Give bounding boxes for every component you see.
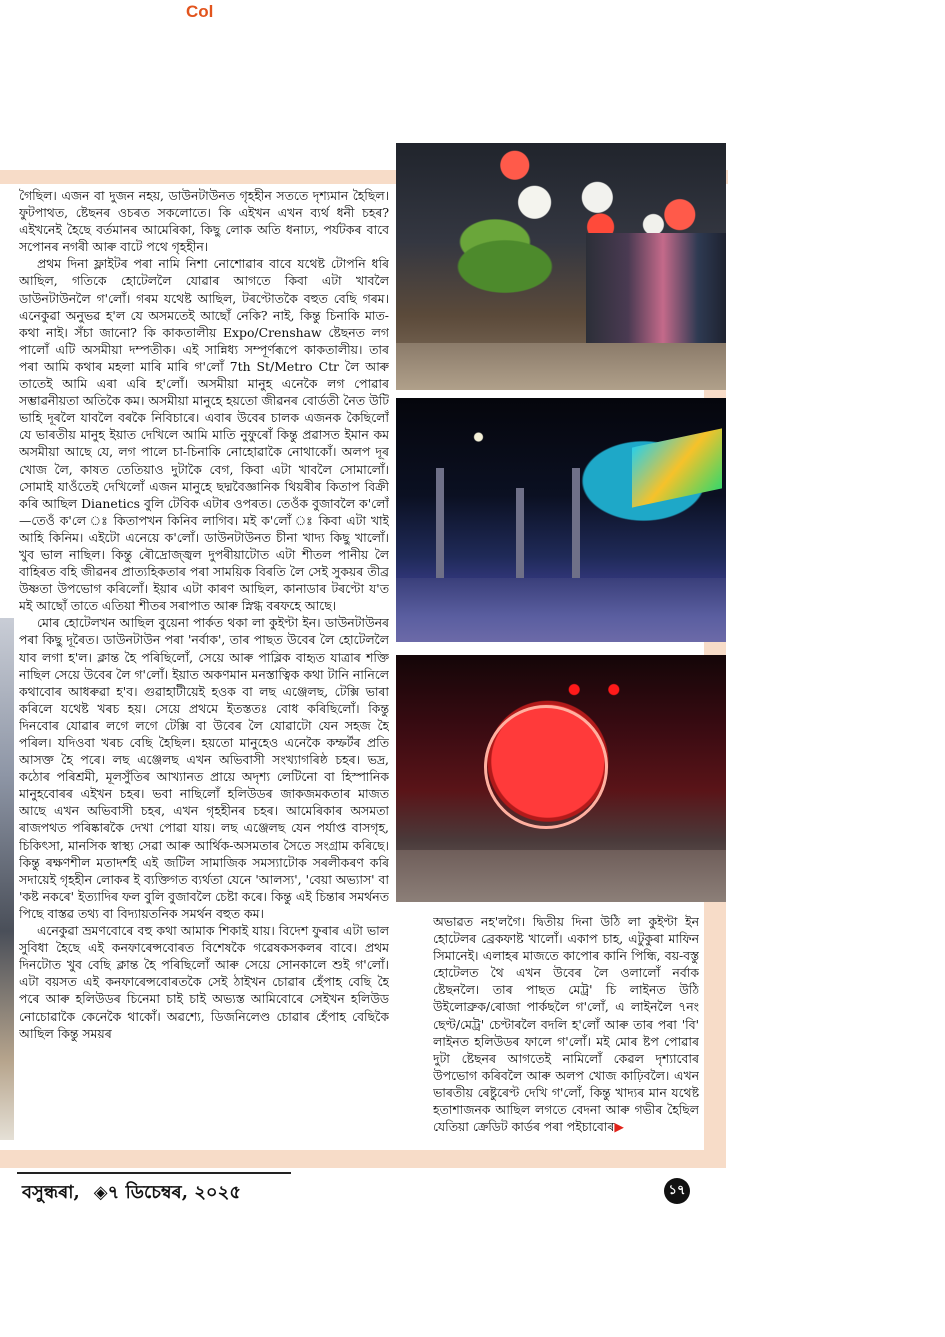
photo-universal-globe	[396, 655, 726, 902]
article-paragraph: গৈছিল। এজন বা দুজন নহয়, ডাউনটাউনত গৃহহীন সততে দৃশ্যমান হৈছিল। ফুটপাথত, ষ্টেছনৰ ওচৰত সকলোতে। কি এইখন এখন ব্যৰ্থ ধনী চহৰ? এইখনেই হৈছে বৰ্তমানৰ আমেৰিকা, কিছু লোক অতি ধনাঢ্য, পৰ্যটকৰ বাবে সপোনৰ নগৰী আৰু বাটে পথে গৃহহীন।	[19, 188, 389, 255]
photo-crowd-walk	[396, 850, 726, 902]
photo-walkway	[396, 343, 726, 390]
article-paragraph: মোৰ হোটেলখন আছিল বুয়েনা পাৰ্কত থকা লা কুইণ্টা ইন। ডাউনটাউনৰ পৰা কিছু দূৰৈত। ডাউনটাউন পৰা 'নৰ্বাক', তাৰ পাছত উবেৰ লৈ হোটেললৈ যাব লগা হ'ল। ক্লান্ত হৈ পৰিছিলোঁ, সেয়ে আৰু পাব্লিক বাহৃত যাত্ৰাৰ শক্তি নাছিল সেয়ে উবেৰ লৈ গ'লোঁ। ইয়াত অকণমান মনস্তাত্বিক কথা টানি নানিলে কথাবোৰ আধৰুৱা হ'ব। গুৱাহাটীয়েই হওক বা লছ এঞ্জেলছ, টেক্সি ভাৰা কৰিলে যথেষ্ট খৰচ হয়। সেয়ে প্ৰথমে ইতস্ততঃ বোধ কৰিছিলোঁ। কিন্তু দিনবোৰ যোৱাৰ লগে লগে টেক্সি বা উবেৰ লৈ যোৱাটো যেন সহজ হৈ পৰিল। যদিওবা খৰচ বেছি হৈছিল। হয়তো মানুহেও এনেকৈ কম্ফৰ্টৰ প্ৰতি আসক্ত হৈ পৰে। লছ এঞ্জেলছ এখন অভিবাসী সংখ্যাগৰিষ্ঠ চহৰ। ভদ্ৰ, কঠোৰ পৰিশ্ৰমী, মূলসুঁতিৰ আখ্যানত প্ৰায়ে অদৃশ্য লেটিনো বা হিস্পানিক মানুহবোৰৰ এইখন চহৰ। ভবা নাছিলোঁ হলিউডৰ জাকজমকতাৰ মাজত আছে এখন অভিবাসী চহৰ, এখন গৃহহীনৰ চহৰ। আমেৰিকাৰ অসমতা ৰাজপথত পৰিষ্কাৰকৈ দেখা পোৱা যায়। লছ এঞ্জেলছ যেন পৰ্যাপ্ত বাসগৃহ, চিকিৎসা, মানসিক স্বাস্থ্য সেৱা আৰু আৰ্থিক-অসমতাৰ সৈতে সংগ্ৰাম কৰিছে। কিন্তু ৰক্ষণশীল মতাদৰ্শই এই জটিল সামাজিক সমস্যাটোক সৰলীকৰণ কৰি সদায়েই গৃহহীন লোকৰ ই ব্যক্তিগত ব্যৰ্থতা যেনে 'আলস্য', 'বেয়া অভ্যাস' বা 'কষ্ট নকৰে' ইত্যাদিৰ ফল বুলি বুজাবলৈ চেষ্টা কৰে। কিন্তু এই চিন্তাৰ সমৰ্থনত পিছে বাস্তৱ তথ্য বা বিদ্যায়তনিক সমৰ্থন বহুত কম।	[19, 615, 389, 921]
page-number: ১৭	[664, 1178, 690, 1204]
article-paragraph: প্ৰথম দিনা ফ্লাইটৰ পৰা নামি নিশা নোশোৱাৰ বাবে যথেষ্ট টোপনি ধৰি আছিল, গতিকে হোটেললৈ যোৱাৰ আগতে কিবা এটা খাবলৈ ডাউনটাউনলৈ গ'লোঁ। গৰম যথেষ্ট আছিল, টৰণ্টোতকৈ বহুত বেছি গৰম। এনেকুৱা অনুভৱ হ'ল যে অসমতেই আছোঁ নেকি? নাই, কিন্তু চিনাকি মাত-কথা নাই। সঁচা জানো? কি কাকতালীয় Expo/Crenshaw ষ্টেছনত লগ পালোঁ এটি অসমীয়া দম্পতীক। এই সান্নিধ্য সম্পূৰ্ণৰূপে কাকতালীয়। তাৰ পৰা আমি কথাৰ মহলা মাৰি মাৰি গ'লোঁ 7th St/Metro Ctr লৈ আৰু তাতেই আমি এৰা এৰি হ'লোঁ। অসমীয়া মানুহ এনেকৈ লগ পোৱাৰ সম্ভাৱনীয়তা অতিকৈ কম। অসমীয়া মানুহে হয়তো জীৱনৰ বোৰ্ডতী নৈত উটি ভাহি দূৰলৈ যাবলৈ বৰকৈ নিবিচাৰে। এবাৰ উবেৰ চালক এজনক কৈছিলোঁ যে ভাৰতীয় মানুহ ইয়াত দেখিলে আমি মাতি নুফুৰোঁ কিন্তু প্ৰৱাসত ইমান কম অসমীয়া আছে যে, লগ পালে চা-চিনাকি নোহোৱাকৈ নোথাকোঁ। অলপ দূৰ খোজ লৈ, কাষত তেতিয়াও দুটাকৈ বেগ, কিবা এটা খাবলৈ সোমালোঁ। সোমাই যাওঁতেই দেখিলোঁ এজন মানুহে ছদ্মবৈজ্ঞানিক থিয়ৰীৰ কিতাপ বিক্ৰী কৰি আছিল Dianetics বুলি টেবিক এটাৰ ওপৰত। তেওঁক বুজাবলৈ ক'লোঁ—তেওঁ ক'লে ঃ কিতাপখন কিনিব লাগিব। মই ক'লোঁ ঃ কিবা এটা খাই আহি কিনিম। এইটো এনেয়ে ক'লোঁ। ডাউনটাউনত চীনা খাদ্য কিছু খালোঁ। খুব ভাল নাছিল। কিন্তু ৰৌদ্ৰোজ্জ্বল দুপৰীয়াটোত এটা শীতল পানীয় লৈ বাহিৰত বহি জীৱনৰ প্ৰাত্যহিকতাৰ পৰা সাময়িক বিৰতি লৈ সেই সুকয়ৰ তীব্ৰ উষ্ণতা উপভোগ কৰিলোঁ। ইয়াৰ এটা কাৰণ আছিল, কানাডাৰ টৰণ্টো য'ত মই আছোঁ তাতে এতিয়া শীতৰ সৰাপাত আৰু স্নিগ্ধ বৰফহে আছে।	[19, 256, 389, 614]
photo-globe	[484, 705, 608, 829]
article-text: অভাৱত নহ'লগৈ। দ্বিতীয় দিনা উঠি লা কুইণ্টা ইন হোটেলৰ ব্ৰেকফাষ্ট খালোঁ। একাপ চাহ, এটুকুৰা মাফিন সিমানেই। এলাহৰ মাজতে কাপোৰ কানি পিন্ধি, বয়-বস্তু হোটেলত থৈ এখন উবেৰ লৈ ওলালোঁ নৰ্বাক ষ্টেছনলৈ। তাৰ পাছত মেট্ৰ' চি লাইনত উঠি উইলোব্ৰুক/ৰোজা পাৰ্কছলৈ গ'লোঁ, এ লাইনলৈ ৭নং ছেণ্ট/মেট্ৰ' চেণ্টাৰলৈ বদলি হ'লোঁ আৰু তাৰ পৰা 'বি' লাইনত হলিউডৰ ফালে গ'লোঁ। মই মোৰ ষ্টপ পোৱাৰ দুটা ষ্টেছনৰ আগতেই নামিলোঁ কেৱল দৃশ্যাবোৰ উপভোগ কৰিবলৈ আৰু অলপ খোজ কাঢ়িবলৈ। এখন ভাৰতীয় ৰেষ্টুৰেণ্ট দেখি গ'লোঁ, কিন্তু খাদ্যৰ মান যথেষ্ট হতাশাজনক আছিল লগতে বেদনা আৰু গভীৰ হৈছিল যেতিয়া ক্ৰেডিট কাৰ্ডৰ পৰা পইচাবোৰ	[433, 914, 699, 1135]
date-marker-icon: ◈	[93, 1182, 108, 1203]
photo-citywalk-night	[396, 398, 726, 642]
header-mark: Col	[186, 2, 214, 21]
footer-publication	[22, 1178, 241, 1209]
issue-date: ৭ ডিচেম্বৰ, ২০২৫	[107, 1182, 242, 1203]
photo-lantern-street	[396, 143, 726, 390]
footer-rule	[17, 1172, 291, 1174]
photo-tower	[572, 468, 580, 578]
magazine-name: বসুন্ধৰা,	[22, 1182, 80, 1203]
article-column-right	[433, 913, 699, 1137]
article-paragraph: এনেকুৱা ভ্ৰমণবোৰে বহু কথা আমাক শিকাই যায়। বিদেশ ফুৰাৰ এটা ভাল সুবিধা হৈছে এই কনফাৰেন্সবোৰত বিশেষকৈ গৱেষকসকলৰ বাবে। প্ৰথম দিনটোত খুব বেছি ক্লান্ত হৈ পৰিছিলোঁ আৰু সেয়ে সোনকালে শুই গ'লোঁ। এটা বয়সত এই কনফাৰেন্সবোৰতকৈ সেই ঠাইখন চোৱাৰ হেঁপাহ বেছি হৈ পৰে আৰু হলিউডৰ চিনেমা চাই চাই অভ্যস্ত আমিবোৰে সেইখন হলিউড নোচোৱাকৈ কেনেকৈ থাকোঁ। অৱশ্যে, ডিজনিলেণ্ড চোৱাৰ হেঁপাহ বেছিকৈ আছিল কিন্তু সময়ৰ	[19, 923, 389, 1041]
photo-plaza	[396, 578, 726, 642]
decorative-band-bottom	[0, 1150, 726, 1168]
cropped-side-photo	[0, 618, 14, 1140]
article-column-left	[19, 187, 389, 1137]
continue-marker-icon: ▶	[614, 1119, 624, 1135]
photo-neon-sign	[632, 428, 722, 507]
photo-tower	[516, 488, 524, 578]
article-paragraph	[433, 913, 699, 1135]
photo-tower	[436, 468, 444, 578]
